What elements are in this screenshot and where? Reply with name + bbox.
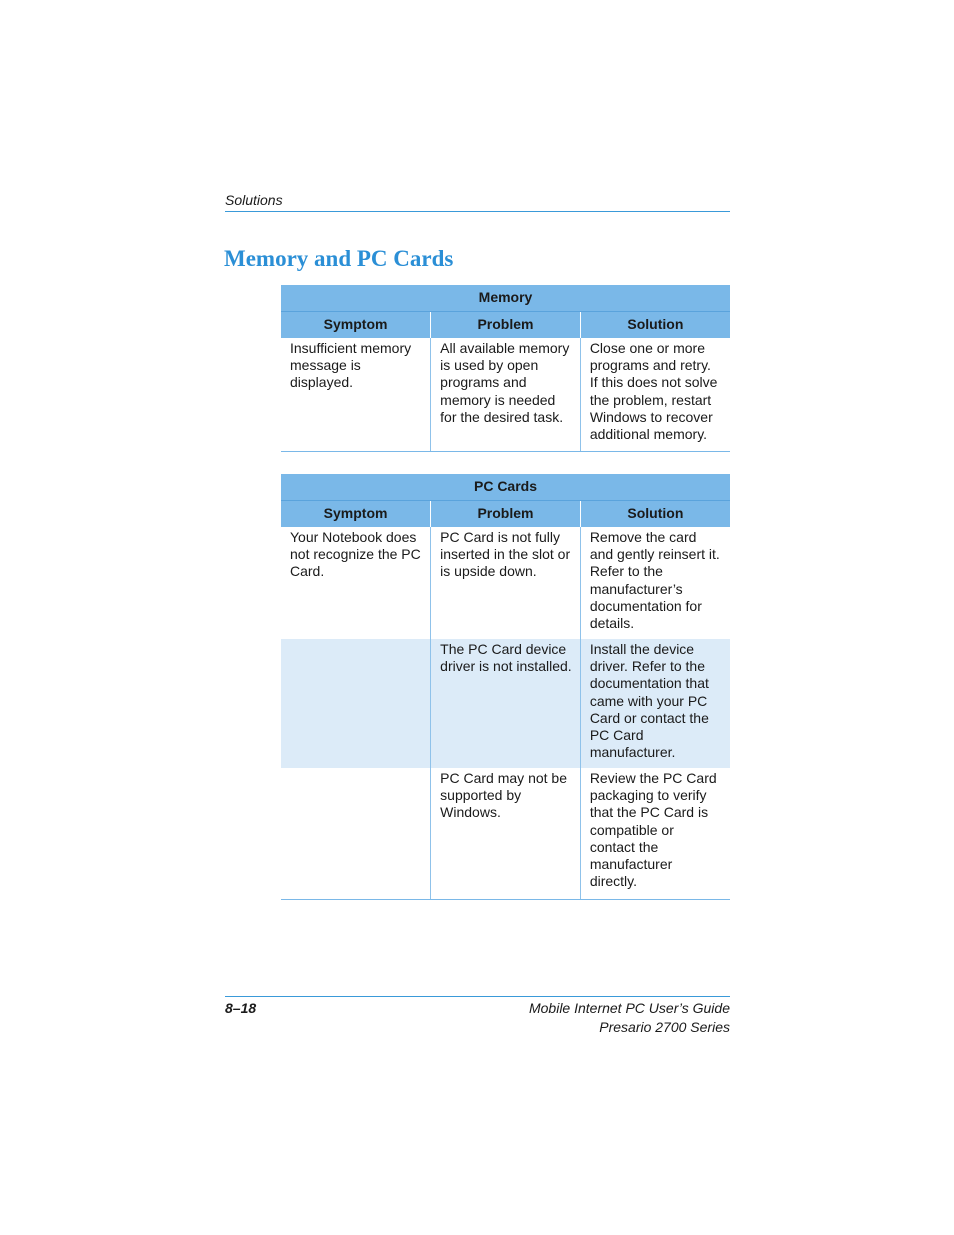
symptom-cell: Your Notebook does not recognize the PC Card. bbox=[290, 529, 421, 580]
table-caption: PC Cards bbox=[281, 474, 730, 501]
problem-cell: The PC Card device driver is not installed. bbox=[431, 639, 581, 768]
guide-title: Mobile Internet PC User’s Guide bbox=[528, 1000, 730, 1016]
page-title: Memory and PC Cards bbox=[224, 246, 454, 271]
running-head: Solutions bbox=[225, 192, 283, 208]
problem-cell: All available memory is used by open programs and memory is needed for the desired task. bbox=[431, 338, 581, 451]
column-header-symptom: Symptom bbox=[281, 501, 431, 528]
solution-cell: Install the device driver. Refer to the documentation that came with your PC Card or contact the PC Card manufacturer. bbox=[580, 639, 730, 768]
table-row bbox=[281, 338, 730, 451]
footer-rule bbox=[225, 996, 730, 997]
symptom-cell bbox=[281, 768, 431, 899]
problem-cell: PC Card is not fully inserted in the slot or is upside down. bbox=[431, 527, 581, 639]
solution-cell: Review the PC Card packaging to verify that the PC Card is compatible or contact the manufacturer directly. bbox=[580, 768, 730, 899]
table-row bbox=[281, 639, 730, 768]
table-caption: Memory bbox=[281, 285, 730, 312]
table-row bbox=[281, 768, 730, 899]
problem-cell: PC Card may not be supported by Windows. bbox=[431, 768, 581, 899]
pc-cards-table bbox=[281, 474, 730, 900]
column-header-solution: Solution bbox=[580, 312, 730, 339]
solution-cell: Remove the card and gently reinsert it. Refer to the manufacturer’s documentation for details. bbox=[580, 527, 730, 639]
symptom-cell: Insufficient memory message is displayed. bbox=[281, 338, 431, 451]
header-rule bbox=[225, 211, 730, 212]
column-header-solution: Solution bbox=[580, 501, 730, 528]
table-row bbox=[281, 527, 730, 639]
solution-cell: Close one or more programs and retry. If this does not solve the problem, restart Windows to recover additional memory. bbox=[580, 338, 730, 451]
column-header-problem: Problem bbox=[431, 312, 581, 339]
series-name: Presario 2700 Series bbox=[599, 1019, 730, 1035]
column-header-problem: Problem bbox=[431, 501, 581, 528]
column-header-symptom: Symptom bbox=[281, 312, 431, 339]
footer-text bbox=[529, 999, 730, 1037]
page-number: 8–18 bbox=[225, 1000, 257, 1016]
memory-table bbox=[281, 285, 730, 452]
symptom-cell bbox=[281, 639, 431, 768]
